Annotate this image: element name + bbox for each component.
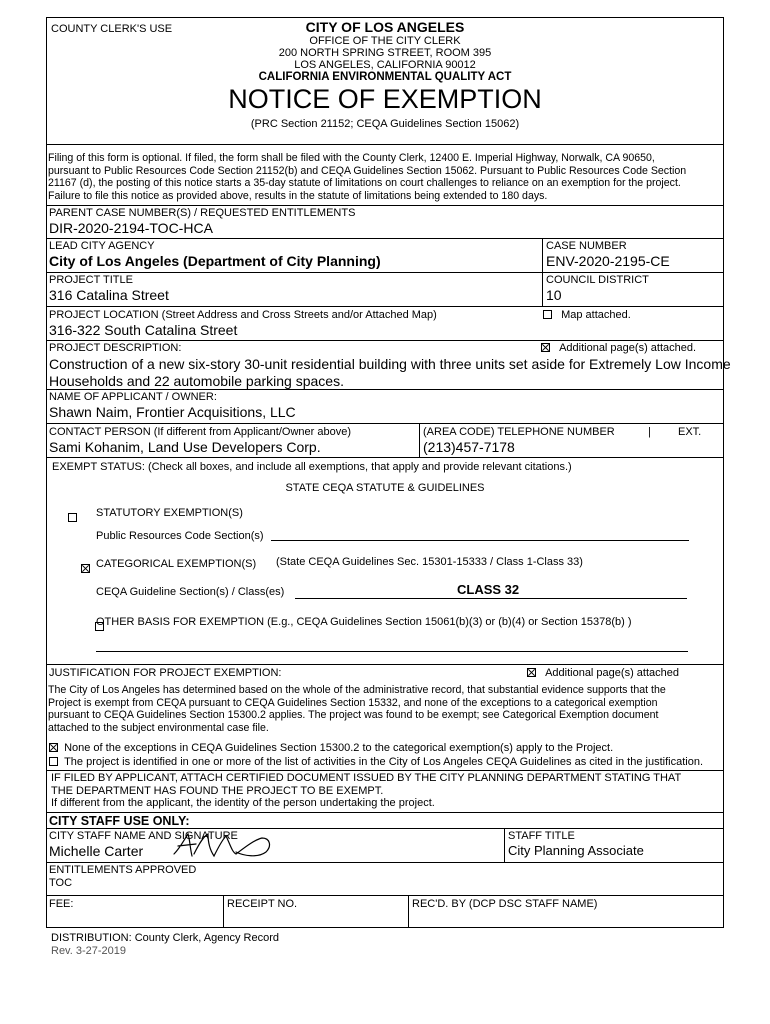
staff-name-value: Michelle Carter xyxy=(49,843,144,859)
telephone-value: (213)457-7178 xyxy=(423,439,515,455)
map-attached-checkbox[interactable] xyxy=(543,310,552,319)
city-name: CITY OF LOS ANGELES xyxy=(305,19,465,35)
divider xyxy=(46,862,724,863)
divider xyxy=(46,664,724,665)
none-exceptions-option xyxy=(49,742,613,754)
state-ceqa-heading: STATE CEQA STATUTE & GUIDELINES xyxy=(285,482,485,494)
justification-line: Project is exempt from CEQA pursuant to CEQA Guidelines Section 15332, and none of the exceptions to a categorical exemption xyxy=(48,696,658,709)
applicant-filing-line: IF FILED BY APPLICANT, ATTACH CERTIFIED DOCUMENT ISSUED BY THE CITY PLANNING DEPARTMENT STATING THAT xyxy=(51,772,682,784)
justification-line: The City of Los Angeles has determined based on the whole of the administrative record, that substantial evidence supports that the xyxy=(48,684,666,696)
justification-line: pursuant to CEQA Guidelines Section 15300.2 applies. The project was found to be exempt; see Categorical Exemption document xyxy=(48,709,659,722)
divider xyxy=(46,272,724,273)
divider xyxy=(46,144,724,145)
contact-person-label: CONTACT PERSON (If different from Applicant/Owner above) xyxy=(49,426,351,438)
project-title-value: 316 Catalina Street xyxy=(49,287,169,303)
contact-person-value: Sami Kohanim, Land Use Developers Corp. xyxy=(49,439,321,455)
staff-title-label: STAFF TITLE xyxy=(508,830,575,842)
header-block xyxy=(46,19,724,130)
justification-additional-label: Additional page(s) attached xyxy=(545,667,679,679)
categorical-exemption-label: CATEGORICAL EXEMPTION(S) xyxy=(96,558,257,570)
project-description-line: Construction of a new six-story 30-unit residential building with three units set aside for Extremely Low Income xyxy=(49,356,731,372)
office-address-2: LOS ANGELES, CALIFORNIA 90012 xyxy=(294,59,476,71)
divider xyxy=(46,238,724,239)
divider xyxy=(46,828,724,829)
filing-notice-line: pursuant to Public Resources Code Section 21152(b) and CEQA Guidelines Section 15062. Pursuant to Public Resources Code Section xyxy=(48,164,687,177)
fee-label: FEE: xyxy=(49,898,74,910)
none-exceptions-checkbox[interactable] xyxy=(49,743,58,752)
project-location-value: 316-322 South Catalina Street xyxy=(49,322,238,338)
description-additional-checkbox[interactable] xyxy=(541,343,550,352)
statutory-exemption-label: STATUTORY EXEMPTION(S) xyxy=(96,507,243,519)
city-staff-heading: CITY STAFF USE ONLY: xyxy=(49,814,190,828)
case-number-value: ENV-2020-2195-CE xyxy=(546,253,670,269)
justification-additional-option xyxy=(527,667,679,679)
ceqa-act-title: CALIFORNIA ENVIRONMENTAL QUALITY ACT xyxy=(258,71,512,83)
identified-checkbox[interactable] xyxy=(49,757,58,766)
distribution-note: DISTRIBUTION: County Clerk, Agency Record xyxy=(51,932,280,944)
revision-date: Rev. 3-27-2019 xyxy=(51,945,127,957)
filing-notice xyxy=(48,152,722,202)
telephone-label: (AREA CODE) TELEPHONE NUMBER xyxy=(423,426,615,438)
column-divider xyxy=(408,895,409,928)
applicant-value: Shawn Naim, Frontier Acquisitions, LLC xyxy=(49,404,296,420)
statutory-exemption-checkbox[interactable] xyxy=(68,513,77,522)
parent-case-value: DIR-2020-2194-TOC-HCA xyxy=(49,220,213,236)
column-divider xyxy=(223,895,224,928)
applicant-filing-line: THE DEPARTMENT HAS FOUND THE PROJECT TO BE EXEMPT. xyxy=(51,784,384,797)
map-attached-option xyxy=(543,309,631,321)
column-divider xyxy=(504,828,505,862)
lead-agency-label: LEAD CITY AGENCY xyxy=(49,240,155,252)
column-divider xyxy=(419,423,420,457)
ceqa-class-value: CLASS 32 xyxy=(457,582,520,597)
justification-text xyxy=(48,684,722,734)
council-district-value: 10 xyxy=(546,287,562,303)
office-name: OFFICE OF THE CITY CLERK xyxy=(309,35,461,47)
justification-line: attached to the subject environmental case file. xyxy=(48,721,269,734)
filing-notice-line: 21167 (d), the posting of this notice starts a 35-day statute of limitations on court challenges to reliance on an exemption for the project. xyxy=(48,177,681,190)
filing-notice-line: Failure to file this notice as provided above, results in the statute of limitations being extended to 180 days. xyxy=(48,189,548,202)
none-exceptions-label: None of the exceptions in CEQA Guidelines Section 15300.2 to the categorical exemption(s) apply to the Project. xyxy=(64,742,614,754)
page-subtitle: (PRC Section 21152; CEQA Guidelines Section 15062) xyxy=(250,118,520,130)
prc-section-label: Public Resources Code Section(s) xyxy=(96,530,264,542)
filing-notice-line: Filing of this form is optional. If filed, the form shall be filed with the County Clerk, 12400 E. Imperial Highway, Norwalk, CA 90650, xyxy=(48,152,655,164)
divider xyxy=(46,205,724,206)
county-clerk-use-label: COUNTY CLERK'S USE xyxy=(51,23,173,35)
signature-icon xyxy=(170,826,280,862)
applicant-filing-notice xyxy=(51,772,681,810)
project-description-label: PROJECT DESCRIPTION: xyxy=(49,342,182,354)
divider xyxy=(46,423,724,424)
divider xyxy=(46,389,724,390)
ceqa-class-label: CEQA Guideline Section(s) / Class(es) xyxy=(96,586,285,598)
received-by-label: REC'D. BY (DCP DSC STAFF NAME) xyxy=(412,898,598,910)
extension-label: EXT. xyxy=(678,426,702,438)
staff-title-value: City Planning Associate xyxy=(508,843,644,858)
entitlements-label: ENTITLEMENTS APPROVED xyxy=(49,864,197,876)
categorical-exemption-checkbox[interactable] xyxy=(81,564,90,573)
divider xyxy=(46,895,724,896)
justification-label: JUSTIFICATION FOR PROJECT EXEMPTION: xyxy=(49,667,282,679)
parent-case-label: PARENT CASE NUMBER(S) / REQUESTED ENTITLEMENTS xyxy=(49,207,356,219)
project-description-line: Households and 22 automobile parking spaces. xyxy=(49,373,344,389)
exempt-status-label: EXEMPT STATUS: (Check all boxes, and include all exemptions, that apply and provide relevant citations.) xyxy=(52,461,572,473)
description-additional-label: Additional page(s) attached. xyxy=(559,342,697,354)
divider xyxy=(46,340,724,341)
council-district-label: COUNCIL DISTRICT xyxy=(546,274,649,286)
divider xyxy=(46,770,724,771)
office-address-1: 200 NORTH SPRING STREET, ROOM 395 xyxy=(278,47,492,59)
applicant-label: NAME OF APPLICANT / OWNER: xyxy=(49,391,217,403)
ceqa-class-input[interactable] xyxy=(295,598,687,599)
applicant-filing-line: If different from the applicant, the identity of the person undertaking the project. xyxy=(51,797,435,809)
entitlements-value: TOC xyxy=(49,877,73,889)
map-attached-label: Map attached. xyxy=(561,309,631,321)
divider xyxy=(46,812,724,813)
description-additional-option xyxy=(541,342,696,354)
identified-option xyxy=(49,756,703,768)
justification-additional-checkbox[interactable] xyxy=(527,668,536,677)
categorical-exemption-note: (State CEQA Guidelines Sec. 15301-15333 / Class 1-Class 33) xyxy=(276,556,583,568)
receipt-number-label: RECEIPT NO. xyxy=(227,898,298,910)
divider xyxy=(46,457,724,458)
project-location-label: PROJECT LOCATION (Street Address and Cross Streets and/or Attached Map) xyxy=(49,309,437,321)
lead-agency-value: City of Los Angeles (Department of City Planning) xyxy=(49,253,381,269)
staff-name-label: CITY STAFF NAME AND SIGNATURE xyxy=(49,830,238,842)
other-basis-label: OTHER BASIS FOR EXEMPTION (E.g., CEQA Guidelines Section 15061(b)(3) or (b)(4) or Section 15378(b) ) xyxy=(96,616,632,628)
page-title: NOTICE OF EXEMPTION xyxy=(228,84,542,114)
identified-label: The project is identified in one or more of the list of activities in the City of Los Angeles CEQA Guidelines as cited in the justification. xyxy=(64,756,704,768)
prc-section-input[interactable] xyxy=(271,540,689,541)
divider xyxy=(46,306,724,307)
telephone-separator: | xyxy=(648,426,651,438)
case-number-label: CASE NUMBER xyxy=(546,240,627,252)
other-basis-input[interactable] xyxy=(96,651,688,652)
project-title-label: PROJECT TITLE xyxy=(49,274,133,286)
